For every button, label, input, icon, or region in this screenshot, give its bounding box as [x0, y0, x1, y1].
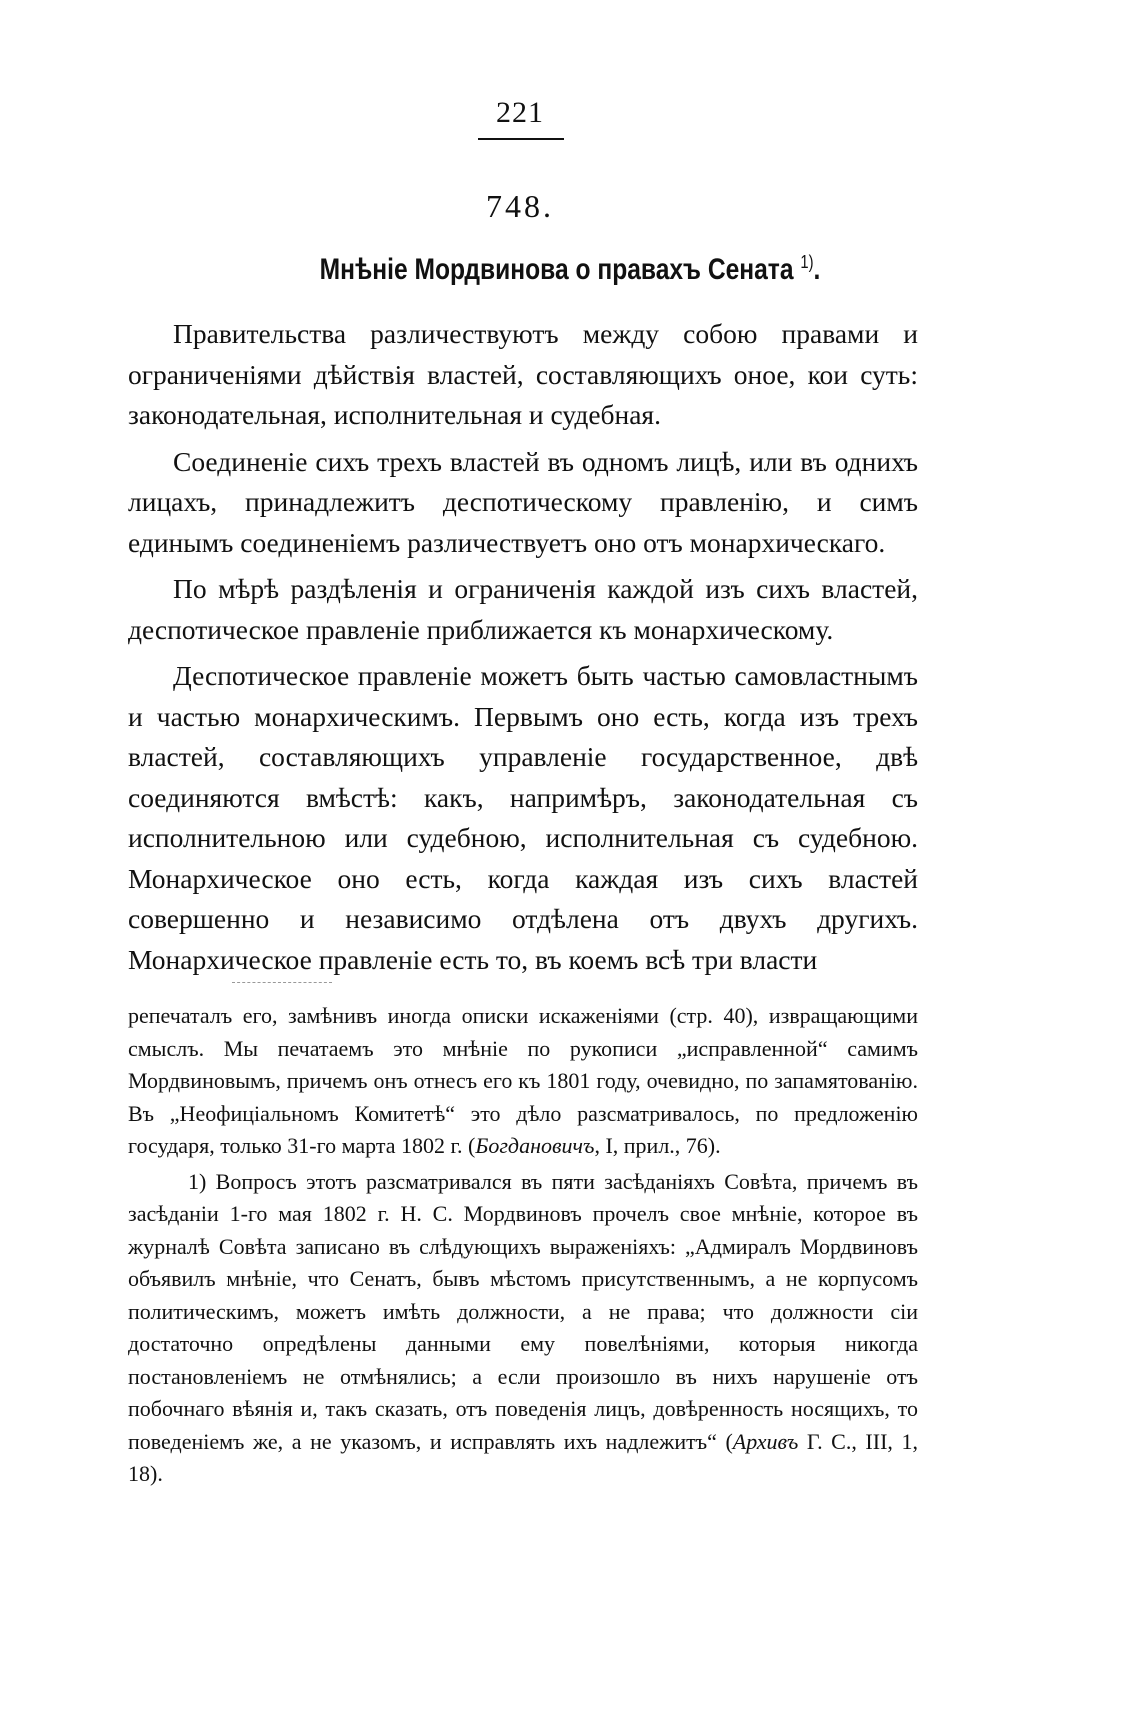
body-paragraph: Соединеніе сихъ трехъ властей въ одномъ лицѣ, или въ однихъ лицахъ, принадлежитъ деспотическому правленію, и симъ единымъ соединеніемъ различествуетъ оно отъ монархическаго. — [128, 445, 918, 558]
body-paragraph: Деспотическое правленіе можетъ быть частью самовластнымъ и частью монархическимъ. Первымъ оно есть, когда изъ трехъ властей, составляющихъ управленіе государственное, двѣ соединяются вмѣстѣ: какъ, напримѣръ, законодательная съ исполнительною или судебною, исполнительная съ судебною. Монархическое оно есть, когда каждая изъ сихъ властей совершенно и независимо отдѣлена отъ двухъ другихъ. Монархическое правленіе есть то, въ коемъ всѣ три власти — [128, 660, 918, 975]
footnote-1 — [128, 1166, 918, 1491]
document-title: Мнѣніе Мордвинова о правахъ Сената $^{1)}$. — [319, 252, 821, 286]
page-number: 221 — [496, 96, 544, 129]
footnote-1-text: Вопросъ этотъ разсматривался въ пяти засѣданіяхъ Совѣта, причемъ въ засѣданіи 1-го мая 1802 г. Н. С. Мордвиновъ прочелъ свое мнѣніе, которое въ журналѣ Совѣта записано въ слѣдующихъ выраженіяхъ: „Адмиралъ Мордвиновъ объявилъ мнѣніе, что Сенатъ, бывъ мѣстомъ присутственнымъ, а не корпусомъ политическимъ, можетъ имѣть должности, а не права; что должности сіи достаточно опредѣлены данными ему повелѣніями, которыя никогда постановленіемъ не отмѣнялись; а если произошло въ нихъ нарушеніе отъ побочнаго вѣянія и, такъ сказать, отъ поведенія лицъ, довѣренность носящихъ, то поведеніемъ же, а не указомъ, и исправлять ихъ надлежитъ“ ( — [128, 1168, 918, 1454]
document-title-text: Мнѣніе Мордвинова о правахъ Сената — [319, 253, 794, 286]
body-paragraph: По мѣрѣ раздѣленія и ограниченія каждой изъ сихъ властей, деспотическое правленіе приближается къ монархическому. — [128, 573, 918, 645]
footnote-separator — [232, 982, 332, 984]
footnote-continued-tail: , I, прил., 76). — [594, 1133, 721, 1158]
footnotes — [128, 1000, 918, 1494]
footnote-1-marker: 1) — [188, 1168, 207, 1194]
page-number-rule — [478, 138, 564, 140]
footnote-1-source: Архивъ — [732, 1428, 799, 1454]
footnote-continued-source: Богдановичъ — [475, 1133, 595, 1158]
title-footnote-marker: 1) — [800, 252, 814, 272]
document-number: 748. — [486, 188, 554, 224]
body-paragraph: Правительства различествуютъ между собою правами и ограниченіями дѣйствія властей, составляющихъ оное, кои суть: законодательная, исполнительная и судебная. — [128, 318, 918, 430]
main-text — [128, 314, 918, 986]
footnote-1-tail: Г. С., III, 1, 18). — [128, 1428, 919, 1486]
footnote-continued — [128, 1000, 918, 1163]
footnote-continued-text: репечаталъ его, замѣнивъ иногда описки искаженіями (стр. 40), извращающими смыслъ. Мы печатаемъ это мнѣніе по рукописи „исправленной“ самимъ Мордвиновымъ, причемъ онъ отнесъ его къ 1801 году, очевидно, по запамятованію. Въ „Неофиціальномъ Комитетѣ“ это дѣло разсматривалось, по предложенію государя, только 31-го марта 1802 г. ( — [128, 1003, 918, 1158]
